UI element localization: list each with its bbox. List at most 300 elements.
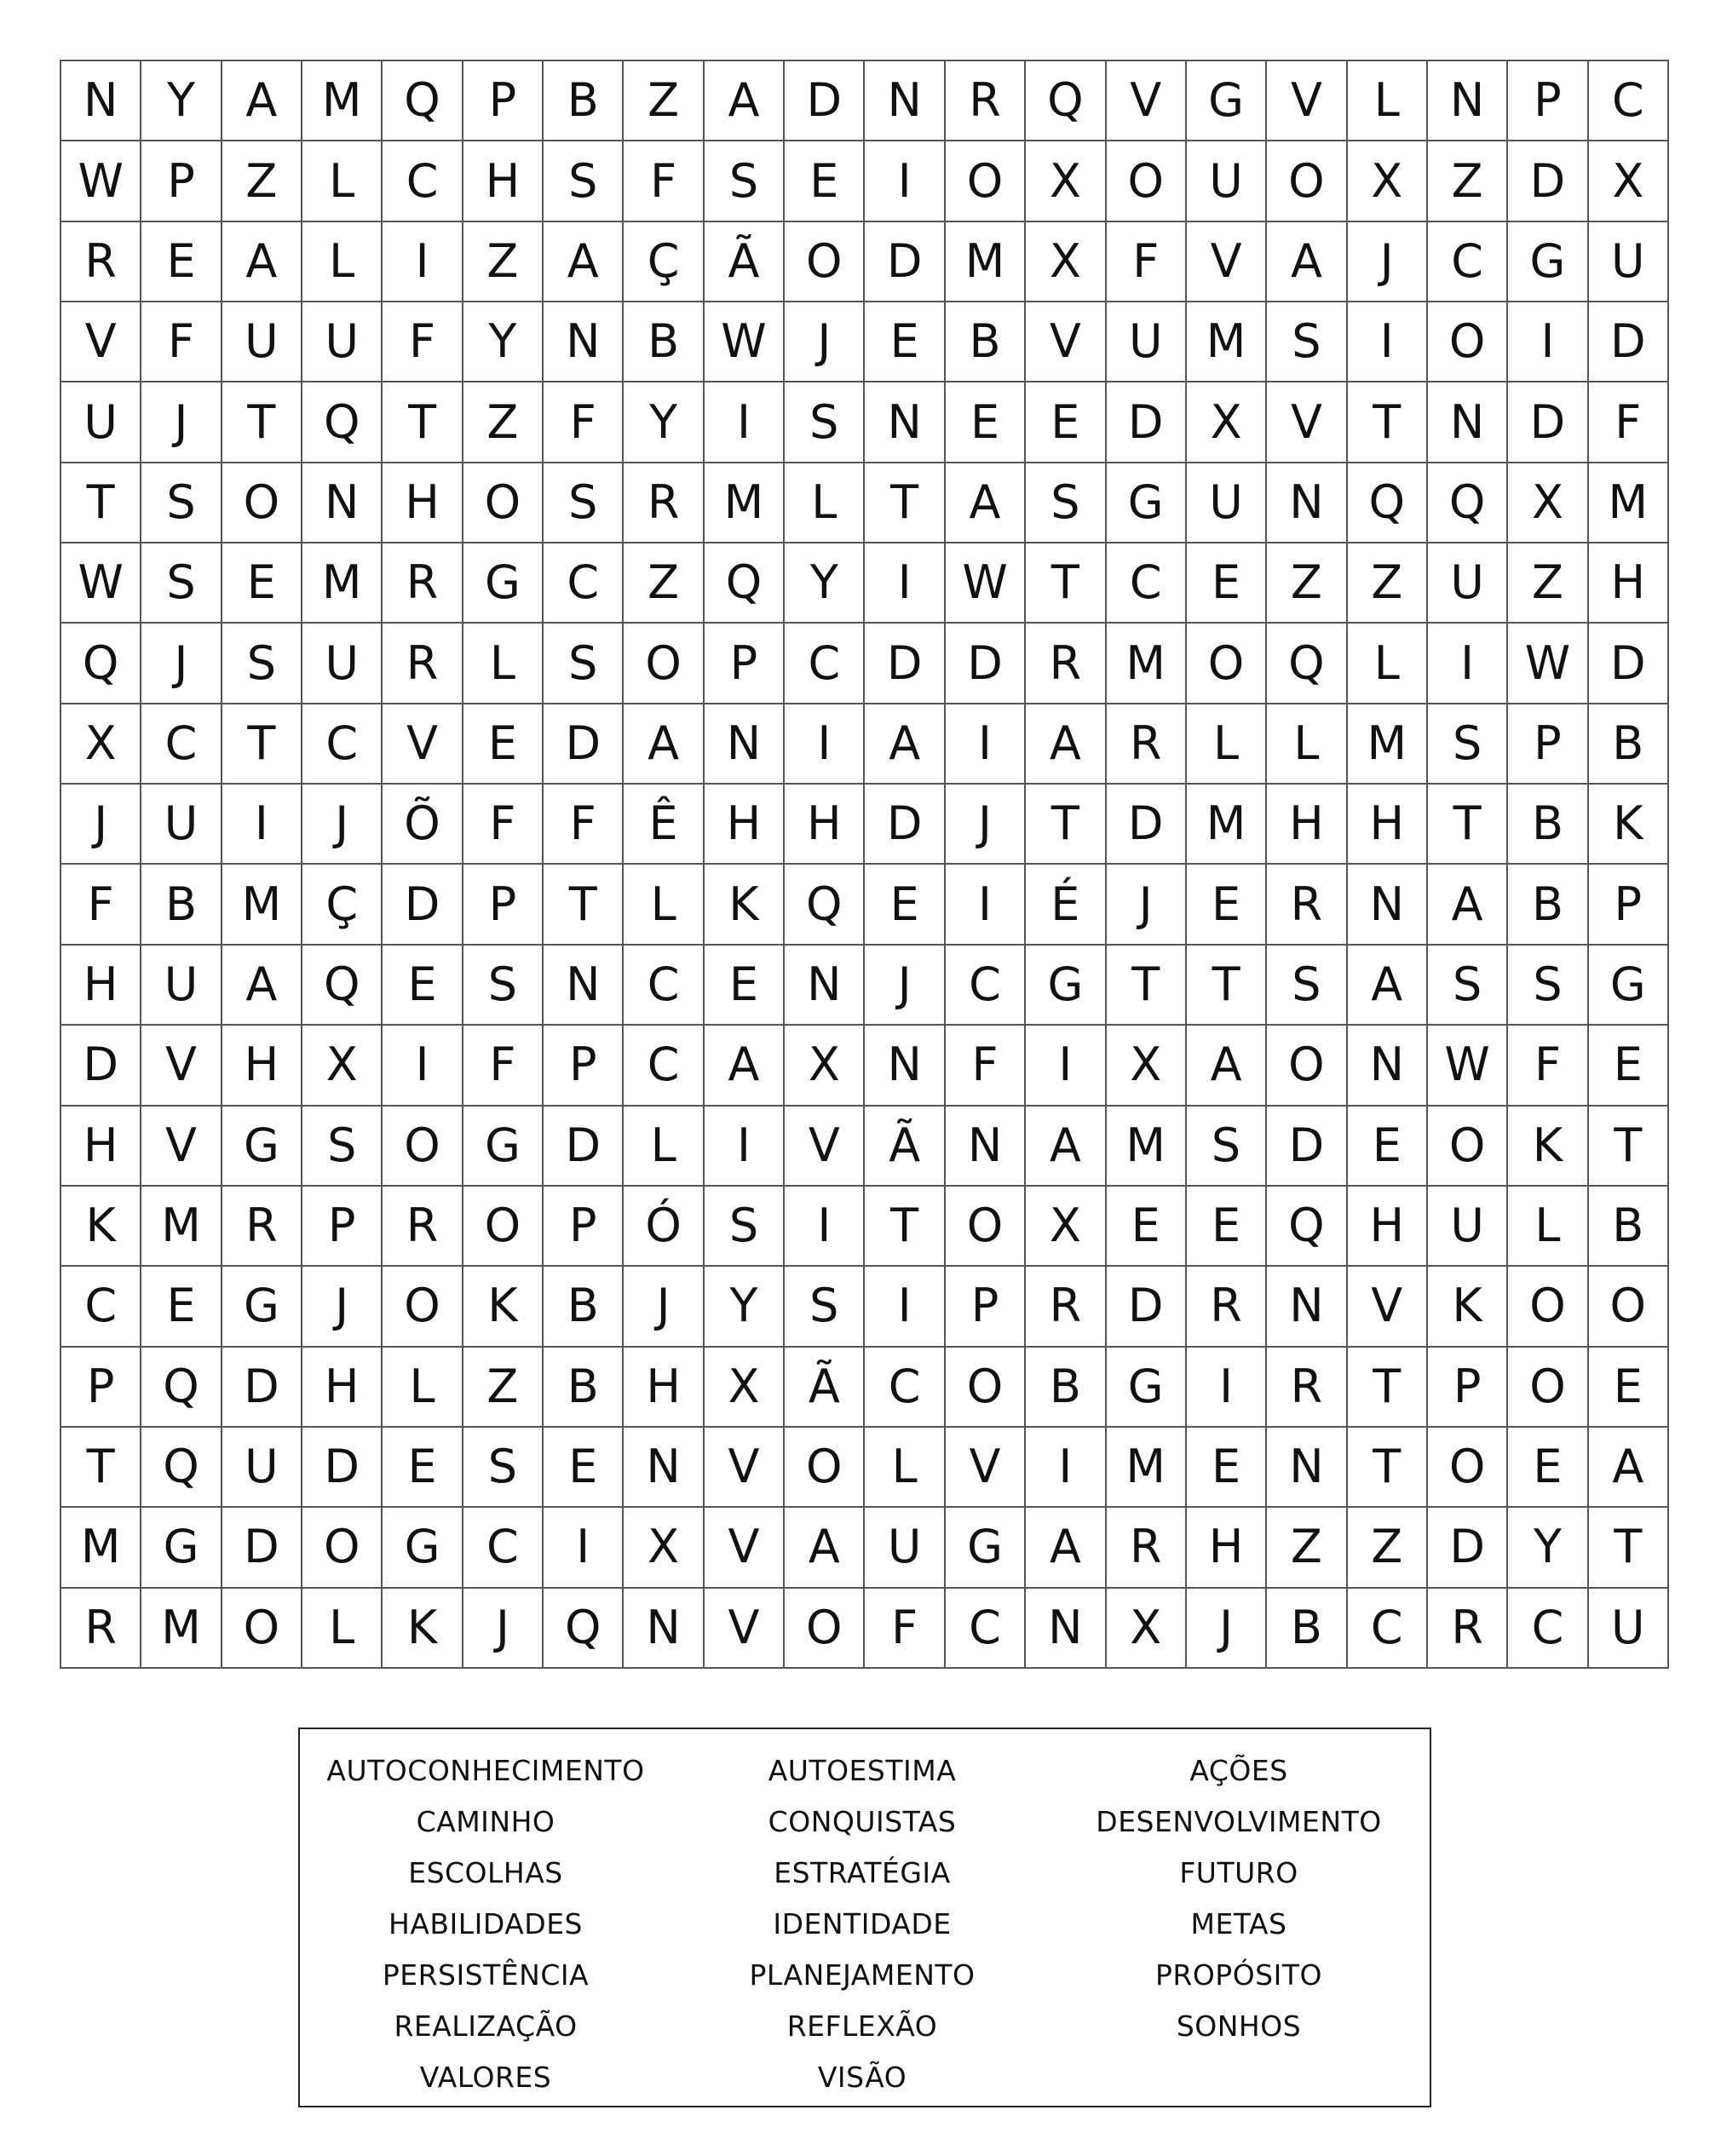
grid-cell[interactable]: E (1187, 543, 1267, 624)
grid-cell[interactable]: X (61, 704, 141, 785)
grid-cell[interactable]: Ã (865, 1107, 945, 1187)
grid-cell[interactable]: U (1428, 1187, 1508, 1267)
grid-cell[interactable]: E (1187, 1187, 1267, 1267)
grid-cell[interactable]: L (1267, 704, 1347, 785)
grid-cell[interactable]: Ã (785, 1348, 865, 1428)
grid-cell[interactable]: X (1187, 382, 1267, 463)
grid-cell[interactable]: S (785, 1267, 865, 1347)
grid-cell[interactable]: A (1187, 1026, 1267, 1106)
grid-cell[interactable]: B (544, 61, 624, 141)
grid-cell[interactable]: T (1589, 1508, 1669, 1588)
grid-cell[interactable]: E (946, 382, 1026, 463)
grid-cell[interactable]: E (463, 704, 544, 785)
grid-cell[interactable]: S (1508, 946, 1588, 1026)
grid-cell[interactable]: M (141, 1187, 222, 1267)
grid-cell[interactable]: T (1348, 382, 1428, 463)
grid-cell[interactable]: L (302, 1589, 383, 1669)
grid-cell[interactable]: S (785, 382, 865, 463)
grid-cell[interactable]: Q (1348, 463, 1428, 543)
grid-cell[interactable]: X (1589, 141, 1669, 221)
grid-cell[interactable]: O (463, 1187, 544, 1267)
grid-cell[interactable]: I (1508, 302, 1588, 382)
grid-cell[interactable]: O (1508, 1267, 1588, 1347)
grid-cell[interactable]: V (705, 1508, 785, 1588)
grid-cell[interactable]: A (1026, 704, 1106, 785)
grid-cell[interactable]: V (1187, 222, 1267, 302)
grid-cell[interactable]: O (1107, 141, 1187, 221)
grid-cell[interactable]: N (865, 61, 945, 141)
grid-cell[interactable]: P (302, 1187, 383, 1267)
grid-cell[interactable]: X (302, 1026, 383, 1106)
grid-cell[interactable]: A (705, 1026, 785, 1106)
grid-cell[interactable]: D (61, 1026, 141, 1106)
grid-cell[interactable]: G (1187, 61, 1267, 141)
grid-cell[interactable]: H (302, 1348, 383, 1428)
grid-cell[interactable]: Y (785, 543, 865, 624)
grid-cell[interactable]: V (785, 1107, 865, 1187)
grid-cell[interactable]: J (302, 1267, 383, 1347)
grid-cell[interactable]: Y (141, 61, 222, 141)
grid-cell[interactable]: V (1026, 302, 1106, 382)
grid-cell[interactable]: V (705, 1428, 785, 1508)
grid-cell[interactable]: L (1348, 61, 1428, 141)
grid-cell[interactable]: N (544, 946, 624, 1026)
grid-cell[interactable]: T (383, 382, 463, 463)
grid-cell[interactable]: F (544, 382, 624, 463)
grid-cell[interactable]: Ç (302, 865, 383, 945)
grid-cell[interactable]: I (222, 785, 302, 865)
grid-cell[interactable]: M (946, 222, 1026, 302)
grid-cell[interactable]: G (1589, 946, 1669, 1026)
grid-cell[interactable]: E (544, 1428, 624, 1508)
grid-cell[interactable]: U (1428, 543, 1508, 624)
grid-cell[interactable]: T (1428, 785, 1508, 865)
grid-cell[interactable]: H (383, 463, 463, 543)
grid-cell[interactable]: M (1107, 624, 1187, 704)
grid-cell[interactable]: Z (463, 222, 544, 302)
grid-cell[interactable]: M (222, 865, 302, 945)
grid-cell[interactable]: D (865, 785, 945, 865)
grid-cell[interactable]: R (1267, 1348, 1347, 1428)
grid-cell[interactable]: B (1508, 865, 1588, 945)
grid-cell[interactable]: M (1107, 1107, 1187, 1187)
grid-cell[interactable]: Ã (705, 222, 785, 302)
grid-cell[interactable]: C (1589, 61, 1669, 141)
grid-cell[interactable]: L (624, 1107, 704, 1187)
grid-cell[interactable]: Q (544, 1589, 624, 1669)
grid-cell[interactable]: N (785, 946, 865, 1026)
grid-cell[interactable]: U (302, 624, 383, 704)
grid-cell[interactable]: S (1026, 463, 1106, 543)
grid-cell[interactable]: E (705, 946, 785, 1026)
grid-cell[interactable]: W (1508, 624, 1588, 704)
grid-cell[interactable]: O (1267, 141, 1347, 221)
grid-cell[interactable]: Z (463, 382, 544, 463)
grid-cell[interactable]: Y (705, 1267, 785, 1347)
grid-cell[interactable]: E (1187, 1428, 1267, 1508)
grid-cell[interactable]: T (1026, 543, 1106, 624)
grid-cell[interactable]: M (61, 1508, 141, 1588)
grid-cell[interactable]: K (1428, 1267, 1508, 1347)
grid-cell[interactable]: P (61, 1348, 141, 1428)
grid-cell[interactable]: F (383, 302, 463, 382)
grid-cell[interactable]: E (865, 865, 945, 945)
grid-cell[interactable]: N (1428, 382, 1508, 463)
grid-cell[interactable]: O (946, 1187, 1026, 1267)
grid-cell[interactable]: U (1589, 222, 1669, 302)
grid-cell[interactable]: C (1428, 222, 1508, 302)
grid-cell[interactable]: U (141, 946, 222, 1026)
grid-cell[interactable]: H (463, 141, 544, 221)
grid-cell[interactable]: S (222, 624, 302, 704)
grid-cell[interactable]: M (1589, 463, 1669, 543)
grid-cell[interactable]: B (544, 1267, 624, 1347)
grid-cell[interactable]: A (1428, 865, 1508, 945)
grid-cell[interactable]: C (946, 946, 1026, 1026)
grid-cell[interactable]: L (302, 222, 383, 302)
grid-cell[interactable]: U (302, 302, 383, 382)
grid-cell[interactable]: R (946, 61, 1026, 141)
grid-cell[interactable]: Q (302, 382, 383, 463)
grid-cell[interactable]: N (544, 302, 624, 382)
grid-cell[interactable]: E (141, 222, 222, 302)
grid-cell[interactable]: B (1026, 1348, 1106, 1428)
grid-cell[interactable]: X (785, 1026, 865, 1106)
grid-cell[interactable]: I (383, 222, 463, 302)
grid-cell[interactable]: C (61, 1267, 141, 1347)
grid-cell[interactable]: G (1107, 463, 1187, 543)
grid-cell[interactable]: D (383, 865, 463, 945)
grid-cell[interactable]: L (463, 624, 544, 704)
grid-cell[interactable]: B (544, 1348, 624, 1428)
grid-cell[interactable]: Ç (624, 222, 704, 302)
grid-cell[interactable]: U (222, 1428, 302, 1508)
grid-cell[interactable]: Ê (624, 785, 704, 865)
grid-cell[interactable]: F (624, 141, 704, 221)
grid-cell[interactable]: U (1589, 1589, 1669, 1669)
grid-cell[interactable]: A (1267, 222, 1347, 302)
grid-cell[interactable]: Z (624, 543, 704, 624)
grid-cell[interactable]: F (61, 865, 141, 945)
grid-cell[interactable]: A (705, 61, 785, 141)
grid-cell[interactable]: J (463, 1589, 544, 1669)
grid-cell[interactable]: X (1348, 141, 1428, 221)
grid-cell[interactable]: A (1026, 1107, 1106, 1187)
grid-cell[interactable]: Q (383, 61, 463, 141)
grid-cell[interactable]: Q (1267, 624, 1347, 704)
grid-cell[interactable]: I (1026, 1428, 1106, 1508)
grid-cell[interactable]: N (1267, 1267, 1347, 1347)
grid-cell[interactable]: K (383, 1589, 463, 1669)
grid-cell[interactable]: V (1107, 61, 1187, 141)
grid-cell[interactable]: N (61, 61, 141, 141)
grid-cell[interactable]: A (1348, 946, 1428, 1026)
grid-cell[interactable]: X (1026, 141, 1106, 221)
grid-cell[interactable]: F (865, 1589, 945, 1669)
grid-cell[interactable]: C (302, 704, 383, 785)
grid-cell[interactable]: P (463, 865, 544, 945)
grid-cell[interactable]: E (1107, 1187, 1187, 1267)
grid-cell[interactable]: N (1348, 1026, 1428, 1106)
grid-cell[interactable]: N (1428, 61, 1508, 141)
grid-cell[interactable]: A (1026, 1508, 1106, 1588)
grid-cell[interactable]: R (61, 1589, 141, 1669)
grid-cell[interactable]: A (222, 222, 302, 302)
grid-cell[interactable]: Z (463, 1348, 544, 1428)
grid-cell[interactable]: T (1348, 1348, 1428, 1428)
grid-cell[interactable]: S (705, 141, 785, 221)
grid-cell[interactable]: T (222, 382, 302, 463)
grid-cell[interactable]: V (1348, 1267, 1428, 1347)
grid-cell[interactable]: M (1107, 1428, 1187, 1508)
grid-cell[interactable]: C (865, 1348, 945, 1428)
grid-cell[interactable]: I (785, 704, 865, 785)
grid-cell[interactable]: O (785, 1589, 865, 1669)
grid-cell[interactable]: O (383, 1107, 463, 1187)
grid-cell[interactable]: Q (705, 543, 785, 624)
grid-cell[interactable]: T (61, 463, 141, 543)
grid-cell[interactable]: N (705, 704, 785, 785)
grid-cell[interactable]: I (705, 382, 785, 463)
grid-cell[interactable]: S (1267, 946, 1347, 1026)
grid-cell[interactable]: H (705, 785, 785, 865)
grid-cell[interactable]: Z (1348, 1508, 1428, 1588)
grid-cell[interactable]: F (463, 785, 544, 865)
grid-cell[interactable]: S (1428, 704, 1508, 785)
grid-cell[interactable]: P (544, 1187, 624, 1267)
grid-cell[interactable]: J (865, 946, 945, 1026)
grid-cell[interactable]: Q (61, 624, 141, 704)
grid-cell[interactable]: H (61, 1107, 141, 1187)
grid-cell[interactable]: T (1107, 946, 1187, 1026)
grid-cell[interactable]: P (544, 1026, 624, 1106)
grid-cell[interactable]: I (383, 1026, 463, 1106)
grid-cell[interactable]: Q (1428, 463, 1508, 543)
grid-cell[interactable]: N (1267, 1428, 1347, 1508)
grid-cell[interactable]: C (544, 543, 624, 624)
grid-cell[interactable]: D (946, 624, 1026, 704)
grid-cell[interactable]: M (141, 1589, 222, 1669)
grid-cell[interactable]: N (302, 463, 383, 543)
grid-cell[interactable]: J (946, 785, 1026, 865)
grid-cell[interactable]: L (383, 1348, 463, 1428)
grid-cell[interactable]: U (61, 382, 141, 463)
grid-cell[interactable]: I (544, 1508, 624, 1588)
grid-cell[interactable]: D (544, 1107, 624, 1187)
grid-cell[interactable]: N (1267, 463, 1347, 543)
grid-cell[interactable]: T (222, 704, 302, 785)
grid-cell[interactable]: D (222, 1348, 302, 1428)
grid-cell[interactable]: T (544, 865, 624, 945)
grid-cell[interactable]: U (1187, 463, 1267, 543)
grid-cell[interactable]: T (865, 463, 945, 543)
grid-cell[interactable]: F (1508, 1026, 1588, 1106)
grid-cell[interactable]: J (1107, 865, 1187, 945)
grid-cell[interactable]: H (1589, 543, 1669, 624)
grid-cell[interactable]: O (302, 1508, 383, 1588)
grid-cell[interactable]: E (1589, 1026, 1669, 1106)
grid-cell[interactable]: G (463, 1107, 544, 1187)
grid-cell[interactable]: D (785, 61, 865, 141)
grid-cell[interactable]: O (463, 463, 544, 543)
grid-cell[interactable]: D (222, 1508, 302, 1588)
grid-cell[interactable]: Z (1428, 141, 1508, 221)
grid-cell[interactable]: V (705, 1589, 785, 1669)
grid-cell[interactable]: M (1187, 785, 1267, 865)
grid-cell[interactable]: B (624, 302, 704, 382)
grid-cell[interactable]: S (141, 543, 222, 624)
grid-cell[interactable]: E (1348, 1107, 1428, 1187)
grid-cell[interactable]: D (1107, 1267, 1187, 1347)
grid-cell[interactable]: U (1107, 302, 1187, 382)
grid-cell[interactable]: S (544, 624, 624, 704)
grid-cell[interactable]: O (785, 222, 865, 302)
grid-cell[interactable]: H (624, 1348, 704, 1428)
grid-cell[interactable]: X (1508, 463, 1588, 543)
grid-cell[interactable]: G (1107, 1348, 1187, 1428)
grid-cell[interactable]: R (1428, 1589, 1508, 1669)
grid-cell[interactable]: P (141, 141, 222, 221)
grid-cell[interactable]: F (1589, 382, 1669, 463)
grid-cell[interactable]: T (1348, 1428, 1428, 1508)
grid-cell[interactable]: C (785, 624, 865, 704)
grid-cell[interactable]: K (1589, 785, 1669, 865)
grid-cell[interactable]: R (61, 222, 141, 302)
grid-cell[interactable]: N (865, 1026, 945, 1106)
grid-cell[interactable]: D (302, 1428, 383, 1508)
grid-cell[interactable]: D (1589, 624, 1669, 704)
grid-cell[interactable]: A (222, 61, 302, 141)
grid-cell[interactable]: S (1428, 946, 1508, 1026)
grid-cell[interactable]: D (1589, 302, 1669, 382)
grid-cell[interactable]: L (1187, 704, 1267, 785)
grid-cell[interactable]: S (463, 946, 544, 1026)
grid-cell[interactable]: A (785, 1508, 865, 1588)
grid-cell[interactable]: B (141, 865, 222, 945)
grid-cell[interactable]: P (1508, 704, 1588, 785)
grid-cell[interactable]: K (463, 1267, 544, 1347)
grid-cell[interactable]: X (1107, 1589, 1187, 1669)
grid-cell[interactable]: Q (141, 1348, 222, 1428)
grid-cell[interactable]: M (1348, 704, 1428, 785)
grid-cell[interactable]: G (222, 1107, 302, 1187)
grid-cell[interactable]: E (785, 141, 865, 221)
grid-cell[interactable]: M (705, 463, 785, 543)
grid-cell[interactable]: N (624, 1589, 704, 1669)
grid-cell[interactable]: X (1026, 1187, 1106, 1267)
grid-cell[interactable]: J (61, 785, 141, 865)
grid-cell[interactable]: T (865, 1187, 945, 1267)
grid-cell[interactable]: B (946, 302, 1026, 382)
grid-cell[interactable]: V (383, 704, 463, 785)
grid-cell[interactable]: X (624, 1508, 704, 1588)
grid-cell[interactable]: J (1187, 1589, 1267, 1669)
grid-cell[interactable]: O (1428, 1107, 1508, 1187)
grid-cell[interactable]: P (1428, 1348, 1508, 1428)
grid-cell[interactable]: D (544, 704, 624, 785)
grid-cell[interactable]: S (141, 463, 222, 543)
grid-cell[interactable]: É (1026, 865, 1106, 945)
grid-cell[interactable]: P (705, 624, 785, 704)
grid-cell[interactable]: O (785, 1428, 865, 1508)
grid-cell[interactable]: K (705, 865, 785, 945)
grid-cell[interactable]: P (946, 1267, 1026, 1347)
grid-cell[interactable]: D (1508, 141, 1588, 221)
grid-cell[interactable]: R (383, 543, 463, 624)
grid-cell[interactable]: H (1267, 785, 1347, 865)
grid-cell[interactable]: R (222, 1187, 302, 1267)
grid-cell[interactable]: O (1589, 1267, 1669, 1347)
grid-cell[interactable]: J (624, 1267, 704, 1347)
grid-cell[interactable]: D (865, 624, 945, 704)
grid-cell[interactable]: B (1508, 785, 1588, 865)
grid-cell[interactable]: V (946, 1428, 1026, 1508)
grid-cell[interactable]: F (141, 302, 222, 382)
grid-cell[interactable]: X (1107, 1026, 1187, 1106)
grid-cell[interactable]: Z (624, 61, 704, 141)
grid-cell[interactable]: S (1187, 1107, 1267, 1187)
grid-cell[interactable]: L (302, 141, 383, 221)
grid-cell[interactable]: G (1026, 946, 1106, 1026)
grid-cell[interactable]: Q (141, 1428, 222, 1508)
grid-cell[interactable]: W (705, 302, 785, 382)
grid-cell[interactable]: R (1026, 624, 1106, 704)
grid-cell[interactable]: Q (302, 946, 383, 1026)
grid-cell[interactable]: G (1508, 222, 1588, 302)
grid-cell[interactable]: N (865, 382, 945, 463)
grid-cell[interactable]: E (1187, 865, 1267, 945)
grid-cell[interactable]: G (222, 1267, 302, 1347)
grid-cell[interactable]: D (1508, 382, 1588, 463)
grid-cell[interactable]: Z (1348, 543, 1428, 624)
grid-cell[interactable]: U (865, 1508, 945, 1588)
grid-cell[interactable]: F (946, 1026, 1026, 1106)
grid-cell[interactable]: W (946, 543, 1026, 624)
grid-cell[interactable]: A (222, 946, 302, 1026)
grid-cell[interactable]: U (1187, 141, 1267, 221)
grid-cell[interactable]: C (946, 1589, 1026, 1669)
grid-cell[interactable]: R (1107, 1508, 1187, 1588)
grid-cell[interactable]: O (222, 463, 302, 543)
grid-cell[interactable]: M (1187, 302, 1267, 382)
grid-cell[interactable]: X (1026, 222, 1106, 302)
grid-cell[interactable]: W (61, 543, 141, 624)
grid-cell[interactable]: T (1026, 785, 1106, 865)
grid-cell[interactable]: F (1107, 222, 1187, 302)
grid-cell[interactable]: P (1589, 865, 1669, 945)
grid-cell[interactable]: O (222, 1589, 302, 1669)
grid-cell[interactable]: Y (1508, 1508, 1588, 1588)
grid-cell[interactable]: N (1348, 865, 1428, 945)
grid-cell[interactable]: R (1187, 1267, 1267, 1347)
grid-cell[interactable]: F (463, 1026, 544, 1106)
grid-cell[interactable]: J (141, 624, 222, 704)
grid-cell[interactable]: G (463, 543, 544, 624)
grid-cell[interactable]: E (1026, 382, 1106, 463)
grid-cell[interactable]: M (302, 543, 383, 624)
grid-cell[interactable]: Z (222, 141, 302, 221)
grid-cell[interactable]: E (1508, 1428, 1588, 1508)
grid-cell[interactable]: I (946, 865, 1026, 945)
grid-cell[interactable]: M (302, 61, 383, 141)
grid-cell[interactable]: E (141, 1267, 222, 1347)
grid-cell[interactable]: N (624, 1428, 704, 1508)
grid-cell[interactable]: A (865, 704, 945, 785)
grid-cell[interactable]: C (383, 141, 463, 221)
grid-cell[interactable]: J (302, 785, 383, 865)
grid-cell[interactable]: O (946, 1348, 1026, 1428)
grid-cell[interactable]: D (1267, 1107, 1347, 1187)
